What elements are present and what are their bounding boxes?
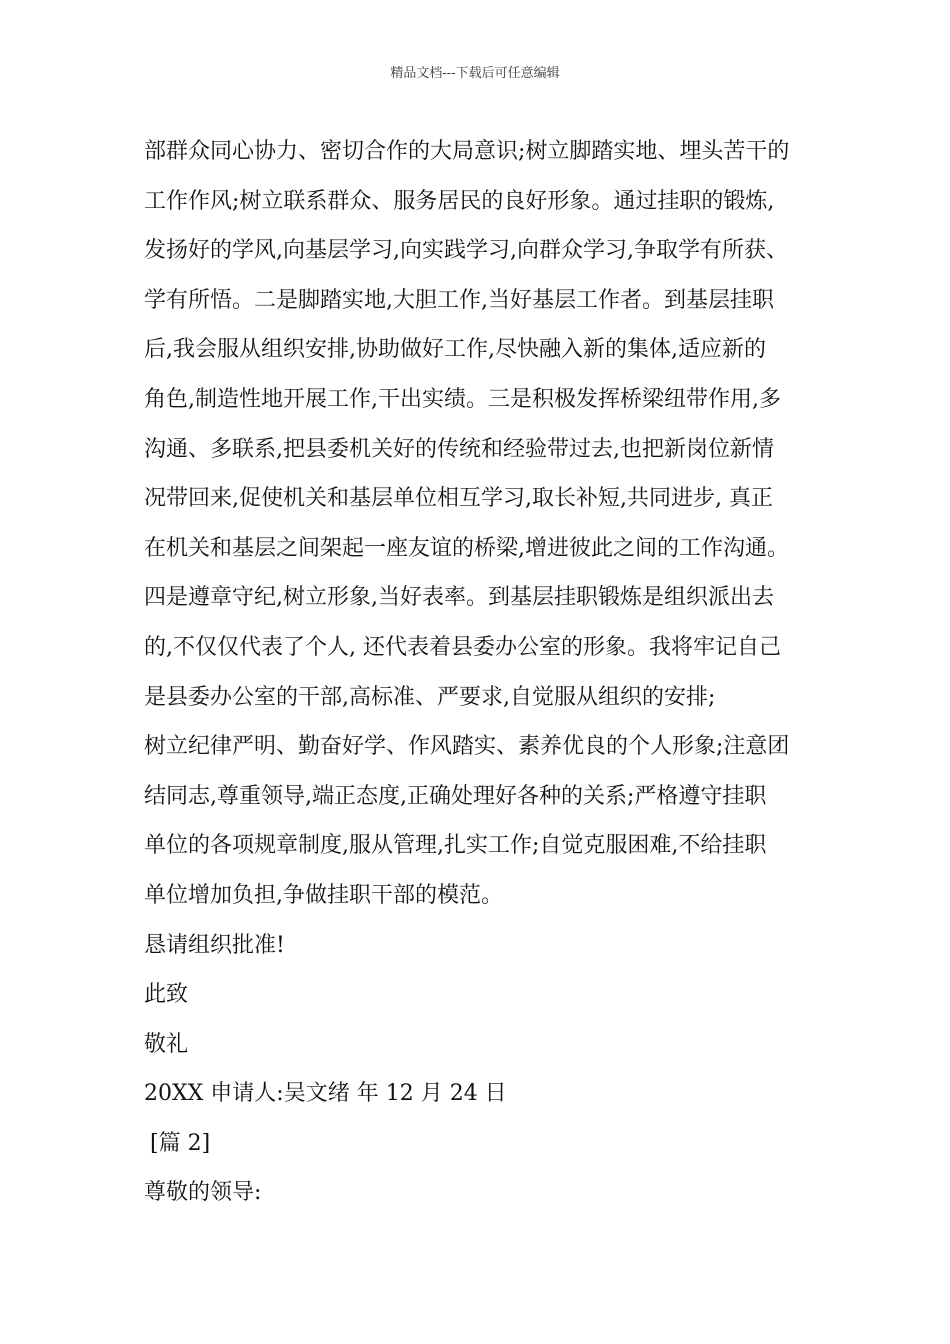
signature-line: 20XX 申请人:吴文绪 年 12 月 24 日: [144, 1081, 507, 1107]
document-body: [144, 127, 834, 1218]
body-line: 单位增加负担,争做挂职干部的模范。: [144, 882, 503, 908]
closing-salutation: 此致: [144, 982, 189, 1008]
page-header: 精品文档---下载后可任意编辑: [390, 66, 560, 81]
body-line: 发扬好的学风,向基层学习,向实践学习,向群众学习,争取学有所获、: [144, 238, 788, 264]
body-line: 部群众同心协力、密切合作的大局意识;树立脚踏实地、埋头苦干的: [144, 139, 790, 164]
closing-regards: 敬礼: [144, 1031, 189, 1057]
body-line: 后,我会服从组织安排,协助做好工作,尽快融入新的集体,适应新的: [144, 337, 766, 363]
body-line: 况带回来,促使机关和基层单位相互学习,取长补短,共同进步, 真正: [144, 486, 773, 512]
body-line: 沟通、多联系,把县委机关好的传统和经验带过去,也把新岗位新情: [144, 436, 774, 462]
body-line: 是县委办公室的干部,高标准、严要求,自觉服从组织的安排;: [144, 684, 716, 710]
body-line: 树立纪律严明、勤奋好学、作风踏实、素养优良的个人形象;注意团: [144, 734, 790, 760]
body-line: 的,不仅仅代表了个人, 还代表着县委办公室的形象。我将牢记自己: [144, 634, 781, 660]
body-line: 结同志,尊重领导,端正态度,正确处理好各种的关系;严格遵守挂职: [144, 783, 767, 809]
body-line: 工作作风;树立联系群众、服务居民的良好形象。通过挂职的锻炼,: [144, 188, 775, 214]
body-line: 单位的各项规章制度,服从管理,扎实工作;自觉克服困难,不给挂职: [144, 833, 767, 859]
greeting-line: 尊敬的领导:: [144, 1180, 262, 1206]
body-line: 学有所悟。二是脚踏实地,大胆工作,当好基层工作者。到基层挂职: [144, 287, 774, 313]
body-line: 角色,制造性地开展工作,干出实绩。三是积极发挥桥梁纽带作用,多: [144, 386, 781, 412]
body-line: 四是遵章守纪,树立形象,当好表率。到基层挂职锻炼是组织派出去: [144, 585, 774, 611]
closing-request: 恳请组织批准!: [144, 932, 285, 958]
body-line: 在机关和基层之间架起一座友谊的桥梁,增进彼此之间的工作沟通。: [144, 535, 789, 561]
section-marker: [篇 2]: [150, 1130, 211, 1156]
